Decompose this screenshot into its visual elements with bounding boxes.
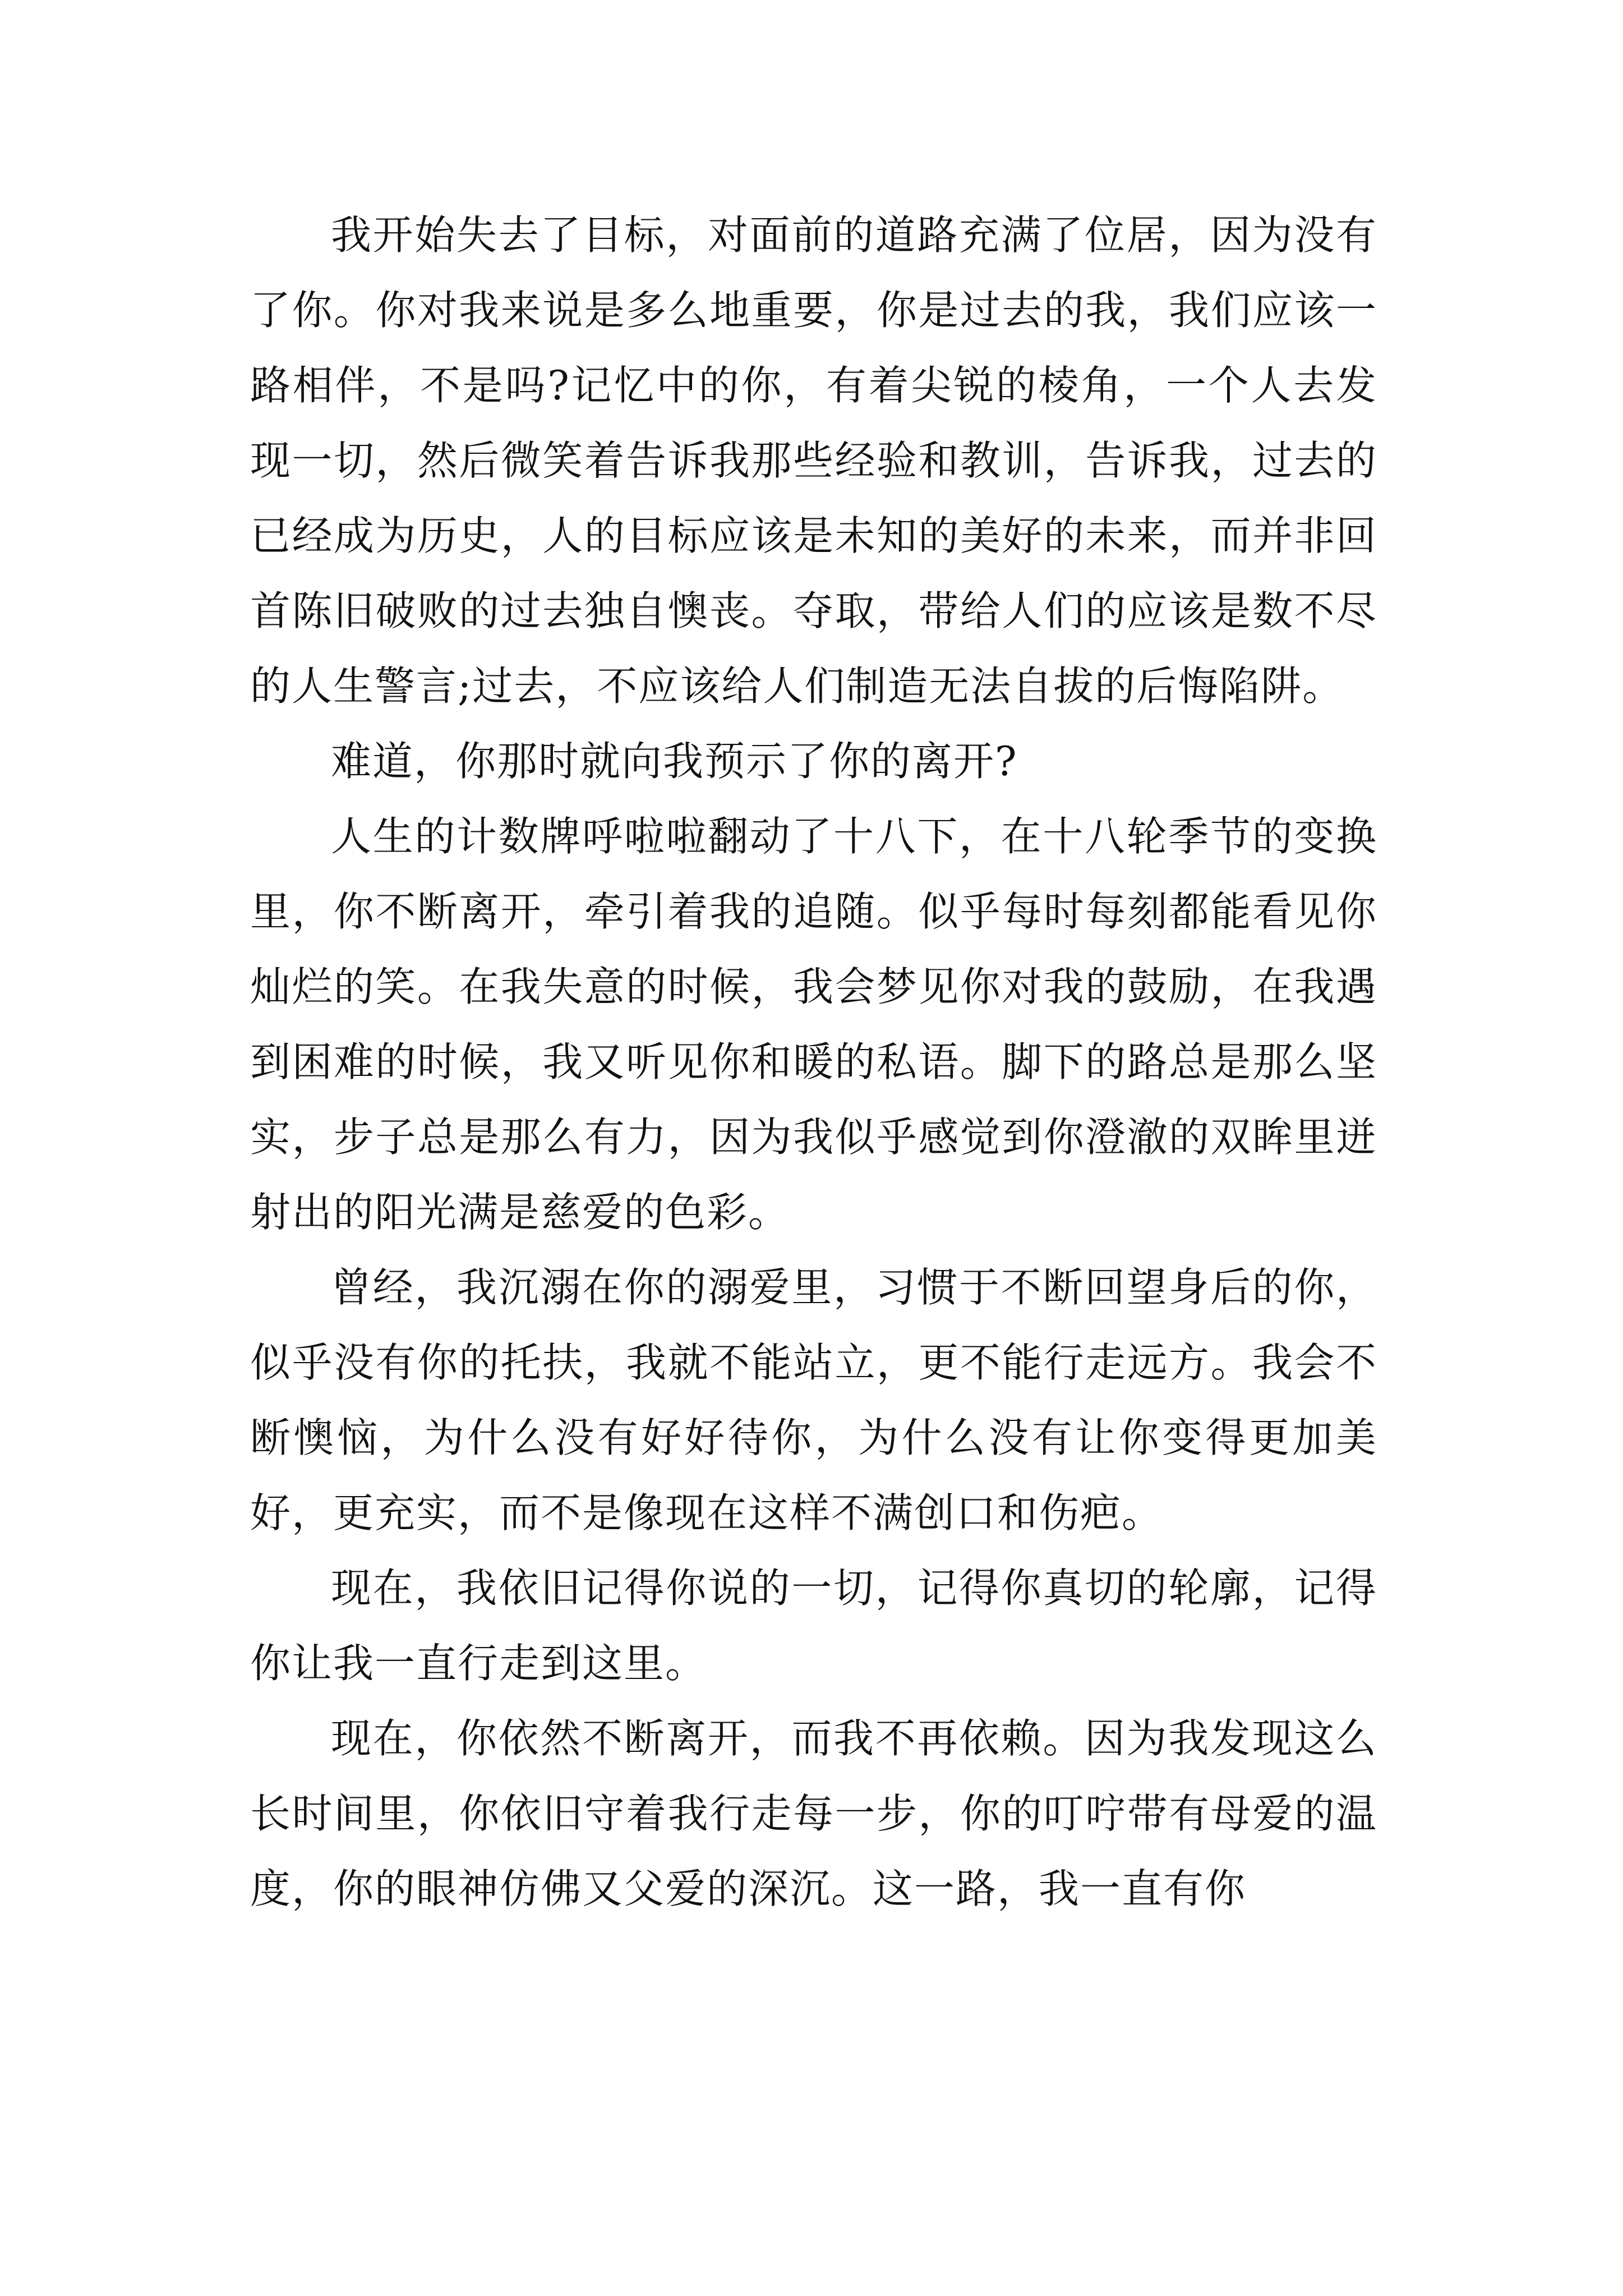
paragraph-6: 现在，你依然不断离开，而我不再依赖。因为我发现这么长时间里，你依旧守着我行走每一步，你的叮咛带有母爱的温度，你的眼神仿佛又父爱的深沉。这一路，我一直有你	[250, 1715, 1377, 1912]
paragraph-5: 现在，我依旧记得你说的一切，记得你真切的轮廓，记得你让我一直行走到这里。	[250, 1565, 1377, 1687]
paragraph-2: 难道，你那时就向我预示了你的离开?	[331, 738, 1018, 785]
paragraph-1: 我开始失去了目标，对面前的道路充满了位居，因为没有了你。你对我来说是多么地重要，你是过去的我，我们应该一路相伴，不是吗?记忆中的你，有着尖锐的棱角，一个人去发现一切，然后微笑着告诉我那些经验和教训，告诉我，过去的已经成为历史，人的目标应该是未知的美好的未来，而并非回首陈旧破败的过去独自懊丧。夺取，带给人们的应该是数不尽的人生警言;过去，不应该给人们制造无法自拔的后悔陷阱。	[250, 211, 1377, 710]
paragraph-4: 曾经，我沉溺在你的溺爱里，习惯于不断回望身后的你，似乎没有你的托扶，我就不能站立，更不能行走远方。我会不断懊恼，为什么没有好好待你，为什么没有让你变得更加美好，更充实，而不是像现在这样不满创口和伤疤。	[250, 1264, 1377, 1536]
paragraph-3: 人生的计数牌呼啦啦翻动了十八下，在十八轮季节的变换里，你不断离开，牵引着我的追随。似乎每时每刻都能看见你灿烂的笑。在我失意的时候，我会梦见你对我的鼓励，在我遇到困难的时候，我又听见你和暖的私语。脚下的路总是那么坚实，步子总是那么有力，因为我似乎感觉到你澄澈的双眸里迸射出的阳光满是慈爱的色彩。	[250, 813, 1377, 1236]
document-body	[250, 197, 1377, 1926]
